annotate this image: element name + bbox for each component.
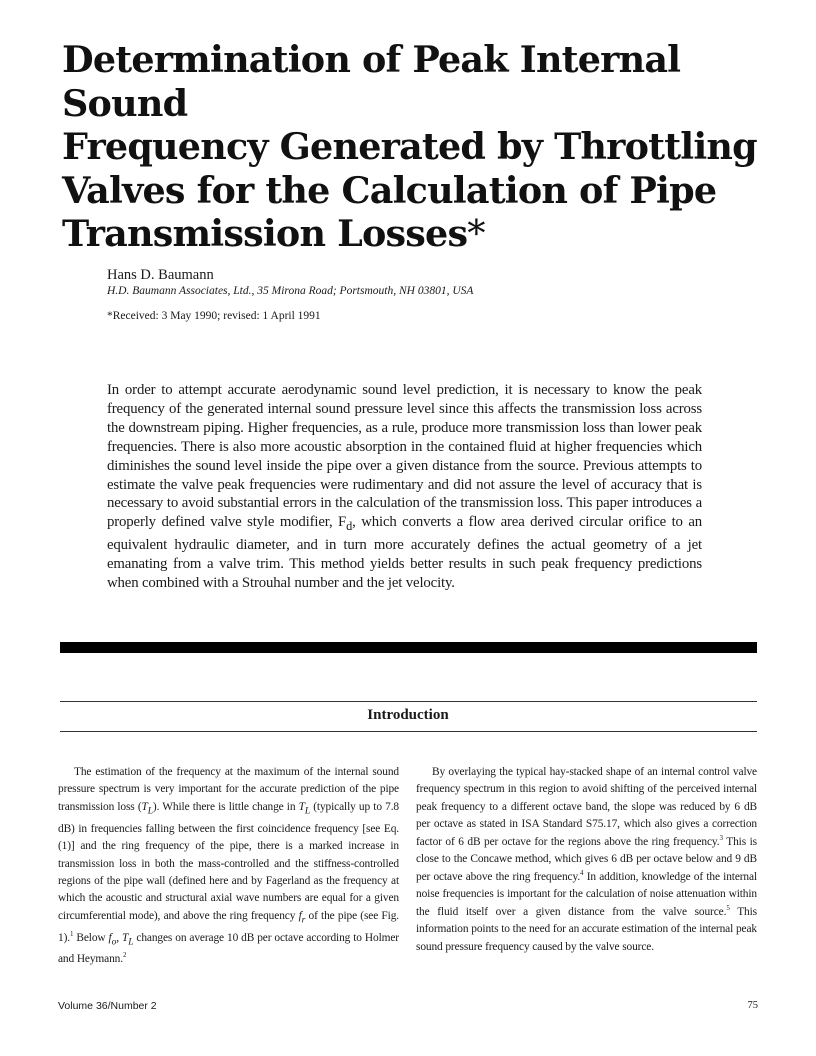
title-line-1: Determination of Peak Internal Sound bbox=[62, 38, 681, 125]
ref-3: 3 bbox=[719, 834, 723, 843]
section-rule-bottom bbox=[60, 731, 757, 732]
text-run: In addition, knowledge of the internal noise frequencies is important for the calculation of noise attenuation within the fluid itself over a given distance from the valve source. bbox=[416, 870, 757, 918]
ref-1: 1 bbox=[69, 929, 74, 938]
author-affiliation: H.D. Baumann Associates, Ltd., 35 Mirona Road; Portsmouth, NH 03801, USA bbox=[107, 285, 474, 297]
received-date-note: *Received: 3 May 1990; revised: 1 April 1991 bbox=[107, 310, 321, 322]
ref-2: 2 bbox=[123, 951, 127, 960]
text-run: This information points to the need for an accurate estimation of the internal peak sound pressure frequency caused by the valve source. bbox=[416, 905, 757, 953]
body-column-right bbox=[416, 764, 757, 956]
author-name: Hans D. Baumann bbox=[107, 267, 214, 283]
paper-title bbox=[62, 38, 782, 256]
text-run: Below bbox=[73, 931, 109, 944]
text-run: ). While there is little change in bbox=[152, 800, 299, 813]
abstract-subscript-d: d bbox=[346, 519, 353, 534]
author-block bbox=[107, 266, 473, 324]
section-heading-introduction: Introduction bbox=[367, 707, 449, 723]
title-footnote-mark: * bbox=[467, 212, 485, 255]
body-column-left bbox=[58, 764, 399, 969]
title-line-2: Frequency Generated by Throttling bbox=[62, 125, 757, 168]
var-T: T bbox=[298, 800, 305, 813]
abstract-text: In order to attempt accurate aerodynamic sound level prediction, it is necessary to know the peak frequency of the generated internal sound pressure level since this affects the transmission loss across the downstream piping. Higher frequencies, as a rule, produce more transmission loss than lower peak frequencies. There is also more acoustic absorption in the contained fluid at higher frequencies which diminishes the sound level inside the pipe over a given distance from the source. Previous attempts to estimate the valve peak frequencies were rudimentary and did not assure the level of accuracy that is necessary to avoid substantial errors in the calculation of the transmission loss. This paper introduces a properly defined valve style modifier, F bbox=[107, 382, 702, 531]
text-run: changes on average 10 dB per octave according to Holmer and Heymann. bbox=[58, 931, 399, 966]
abstract-text-end: , which converts a flow area derived circular orifice to an equivalent hydraulic diameter, and in turn more accurately defines the actual geometry of a jet emanating from a valve trim. This method yields better results in such peak frequency predictions when combined with a Strouhal number and the jet velocity. bbox=[107, 514, 702, 592]
ref-4: 4 bbox=[580, 868, 584, 877]
ref-5: 5 bbox=[726, 903, 730, 912]
page-number: 75 bbox=[747, 1000, 758, 1011]
title-line-4: Transmission Losses bbox=[62, 212, 468, 255]
var-T: T bbox=[121, 931, 129, 944]
text-run: This is close to the Concawe method, which gives 6 dB per octave below and 9 dB per octave above the ring frequency. bbox=[416, 835, 757, 883]
var-T: T bbox=[141, 800, 148, 813]
var-sub-L: L bbox=[304, 806, 311, 817]
text-run: (typically up to 7.8 dB) in frequencies falling between the first coincidence frequency [see Eq. (1)] and the ring frequency of the pipe, there is a marked increase in transmission loss in both the mass-controlled and the stiffness-controlled regions of the pipe wall (defined here and by Fagerland as the frequency at which the acoustic and structural axial wave numbers are equal for a given circumferential mode), and above the ring frequency bbox=[58, 800, 399, 922]
var-sub-r: r bbox=[301, 915, 306, 926]
text-run: , bbox=[116, 931, 122, 944]
footer-journal-volume: Volume 36/Number 2 bbox=[58, 1000, 157, 1012]
var-f: f bbox=[108, 931, 112, 944]
var-f: f bbox=[298, 909, 302, 922]
var-sub-o: o bbox=[111, 936, 117, 947]
text-run: The estimation of the frequency at the maximum of the internal sound pressure spectrum is very important for the accurate prediction of the pipe transmission loss ( bbox=[58, 766, 399, 813]
text-run: By overlaying the typical hay-stacked shape of an internal control valve frequency spectrum in this region to avoid shifting of the perceived internal peak frequency to a different octave band, the slope was reduced by 6 dB per octave as stated in ISA Standard S75.17, which also gives a correction factor of 6 dB per octave for the regions above the ring frequency. bbox=[416, 766, 757, 848]
var-sub-L: L bbox=[128, 936, 134, 947]
text-run: of the pipe (see Fig. 1). bbox=[58, 909, 399, 944]
heavy-divider bbox=[60, 642, 757, 653]
title-line-3: Valves for the Calculation of Pipe bbox=[62, 168, 717, 212]
abstract bbox=[107, 381, 702, 593]
section-rule-top bbox=[60, 701, 757, 702]
var-sub-L: L bbox=[147, 806, 153, 817]
